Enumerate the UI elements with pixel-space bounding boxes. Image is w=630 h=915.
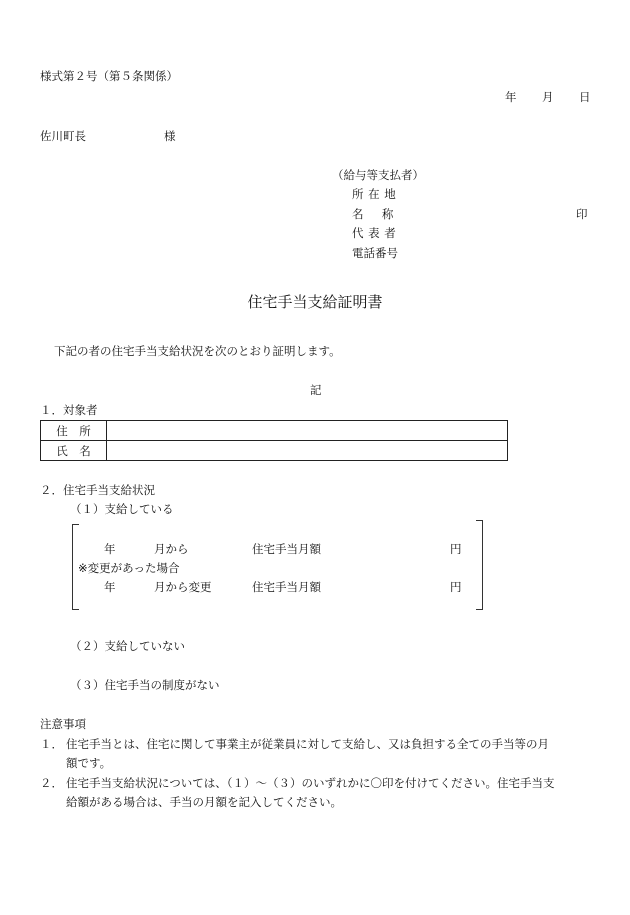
intro-text: 下記の者の住宅手当支給状況を次のとおり証明します。 xyxy=(54,344,341,358)
option-not-paying: （２）支給していない xyxy=(70,639,185,653)
row1-amount-label: 住宅手当月額 xyxy=(252,542,321,556)
note2-line2: 給額がある場合は、手当の月額を記入してください。 xyxy=(66,795,342,809)
name-value[interactable] xyxy=(107,441,508,461)
payer-address-label: 所在地 xyxy=(352,187,401,201)
change-note: ※変更があった場合 xyxy=(78,561,180,575)
ki-label: 記 xyxy=(310,383,322,397)
row2-yen: 円 xyxy=(450,580,462,594)
address-value[interactable] xyxy=(107,421,508,441)
note2-line1: 住宅手当支給状況については、（１）～（３）のいずれかに〇印を付けてください。住宅手当支 xyxy=(66,776,555,790)
payer-phone-label: 電話番号 xyxy=(352,246,398,260)
note1-number: １． xyxy=(40,737,63,751)
payer-representative-label: 代表者 xyxy=(352,226,401,240)
row1-month-from: 月から xyxy=(154,542,189,556)
target-person-table xyxy=(40,420,508,461)
payer-heading: （給与等支払者） xyxy=(332,168,424,182)
recipient-honorific: 様 xyxy=(164,129,176,143)
note1-line2: 額です。 xyxy=(66,756,112,770)
form-number: 様式第２号（第５条関係） xyxy=(40,69,178,83)
table-row xyxy=(41,441,508,461)
row1-yen: 円 xyxy=(450,542,462,556)
option-paying: （１）支給している xyxy=(70,502,174,516)
payer-name-label: 名 称 xyxy=(352,207,397,221)
row1-year: 年 xyxy=(104,542,116,556)
row2-year: 年 xyxy=(104,580,116,594)
note2-number: ２． xyxy=(40,776,63,790)
date-day: 日 xyxy=(579,90,591,104)
right-bracket xyxy=(476,520,483,610)
name-label: 氏名 xyxy=(41,441,107,461)
table-row xyxy=(41,421,508,441)
date-month: 月 xyxy=(542,90,554,104)
date-year: 年 xyxy=(505,90,517,104)
document-title: 住宅手当支給証明書 xyxy=(247,293,383,311)
notes-heading: 注意事項 xyxy=(40,717,86,731)
address-label: 住所 xyxy=(41,421,107,441)
recipient-name: 佐川町長 xyxy=(40,129,86,143)
note1-line1: 住宅手当とは、住宅に関して事業主が従業員に対して支給し、又は負担する全ての手当等の月 xyxy=(66,737,549,751)
row2-amount-label: 住宅手当月額 xyxy=(252,580,321,594)
section2-heading: ２．住宅手当支給状況 xyxy=(40,483,155,497)
option-no-system: （３）住宅手当の制度がない xyxy=(70,678,220,692)
seal-mark: 印 xyxy=(576,207,588,221)
section1-heading: １．対象者 xyxy=(40,403,98,417)
row2-month-from: 月から変更 xyxy=(154,580,212,594)
